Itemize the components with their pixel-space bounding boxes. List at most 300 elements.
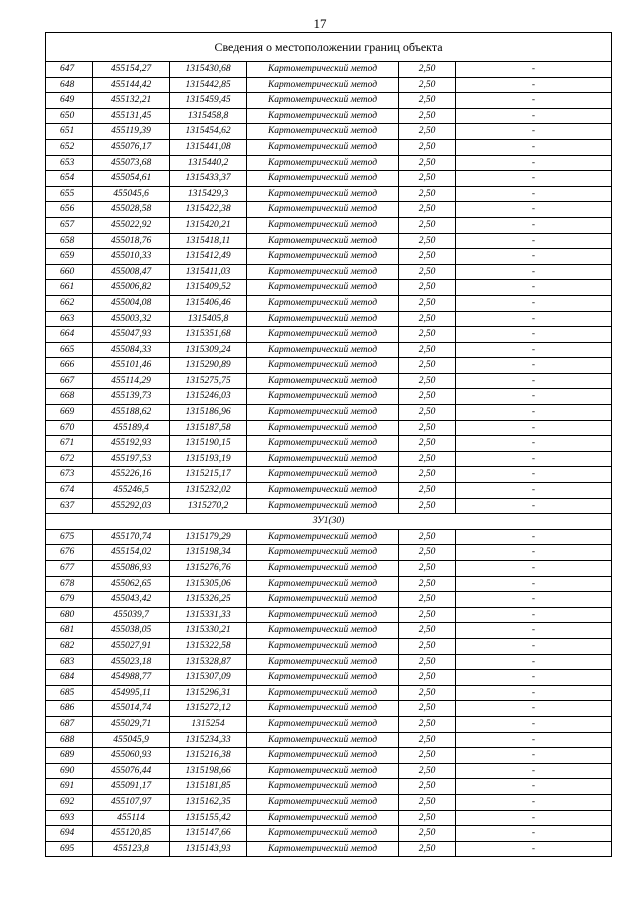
accuracy-cell: 2,50: [399, 701, 456, 717]
table-row: [46, 794, 612, 810]
table-row: [46, 701, 612, 717]
table-header-row: [46, 33, 612, 62]
x-coordinate-cell: 455028,58: [93, 202, 170, 218]
method-cell: Картометрический метод: [247, 264, 399, 280]
y-coordinate-cell: 1315454,62: [170, 124, 247, 140]
table-row: [46, 295, 612, 311]
description-cell: -: [456, 732, 612, 748]
point-number-cell: 676: [46, 545, 93, 561]
table-row: [46, 311, 612, 327]
y-coordinate-cell: 1315409,52: [170, 280, 247, 296]
table-header: Сведения о местоположении границ объекта: [46, 33, 612, 62]
table-row: [46, 561, 612, 577]
accuracy-cell: 2,50: [399, 545, 456, 561]
x-coordinate-cell: 455045,6: [93, 186, 170, 202]
method-cell: Картометрический метод: [247, 217, 399, 233]
method-cell: Картометрический метод: [247, 171, 399, 187]
y-coordinate-cell: 1315179,29: [170, 529, 247, 545]
accuracy-cell: 2,50: [399, 420, 456, 436]
point-number-cell: 658: [46, 233, 93, 249]
point-number-cell: 659: [46, 249, 93, 265]
description-cell: -: [456, 139, 612, 155]
method-cell: Картометрический метод: [247, 592, 399, 608]
table-row: [46, 670, 612, 686]
x-coordinate-cell: 455018,76: [93, 233, 170, 249]
table-row: [46, 217, 612, 233]
description-cell: -: [456, 280, 612, 296]
x-coordinate-cell: 454988,77: [93, 670, 170, 686]
x-coordinate-cell: 455027,91: [93, 638, 170, 654]
point-number-cell: 688: [46, 732, 93, 748]
method-cell: Картометрический метод: [247, 436, 399, 452]
accuracy-cell: 2,50: [399, 342, 456, 358]
y-coordinate-cell: 1315411,03: [170, 264, 247, 280]
description-cell: -: [456, 576, 612, 592]
description-cell: -: [456, 389, 612, 405]
method-cell: Картометрический метод: [247, 529, 399, 545]
y-coordinate-cell: 1315246,03: [170, 389, 247, 405]
y-coordinate-cell: 1315322,58: [170, 638, 247, 654]
x-coordinate-cell: 455101,46: [93, 358, 170, 374]
page-number: 17: [313, 16, 327, 31]
x-coordinate-cell: 455114: [93, 810, 170, 826]
table-row: [46, 264, 612, 280]
accuracy-cell: 2,50: [399, 77, 456, 93]
y-coordinate-cell: 1315143,93: [170, 841, 247, 857]
table-row: [46, 327, 612, 343]
y-coordinate-cell: 1315441,08: [170, 139, 247, 155]
x-coordinate-cell: 455086,93: [93, 561, 170, 577]
point-number-cell: 673: [46, 467, 93, 483]
x-coordinate-cell: 455054,61: [93, 171, 170, 187]
y-coordinate-cell: 1315418,11: [170, 233, 247, 249]
x-coordinate-cell: 455006,82: [93, 280, 170, 296]
method-cell: Картометрический метод: [247, 623, 399, 639]
point-number-cell: 654: [46, 171, 93, 187]
accuracy-cell: 2,50: [399, 483, 456, 499]
table-row: [46, 373, 612, 389]
accuracy-cell: 2,50: [399, 311, 456, 327]
accuracy-cell: 2,50: [399, 638, 456, 654]
x-coordinate-cell: 455029,71: [93, 716, 170, 732]
accuracy-cell: 2,50: [399, 62, 456, 78]
x-coordinate-cell: 455073,68: [93, 155, 170, 171]
description-cell: -: [456, 62, 612, 78]
description-cell: -: [456, 342, 612, 358]
y-coordinate-cell: 1315234,33: [170, 732, 247, 748]
method-cell: Картометрический метод: [247, 483, 399, 499]
x-coordinate-cell: 455076,17: [93, 139, 170, 155]
description-cell: -: [456, 202, 612, 218]
x-coordinate-cell: 455045,9: [93, 732, 170, 748]
accuracy-cell: 2,50: [399, 576, 456, 592]
method-cell: Картометрический метод: [247, 545, 399, 561]
table-row: [46, 358, 612, 374]
x-coordinate-cell: 455246,5: [93, 483, 170, 499]
x-coordinate-cell: 455060,93: [93, 748, 170, 764]
description-cell: -: [456, 794, 612, 810]
table-row: [46, 389, 612, 405]
x-coordinate-cell: 455008,47: [93, 264, 170, 280]
point-number-cell: 650: [46, 108, 93, 124]
x-coordinate-cell: 455154,27: [93, 62, 170, 78]
method-cell: Картометрический метод: [247, 77, 399, 93]
point-number-cell: 663: [46, 311, 93, 327]
point-number-cell: 681: [46, 623, 93, 639]
table-row: [46, 249, 612, 265]
table-row: [46, 779, 612, 795]
table-row: [46, 576, 612, 592]
point-number-cell: 674: [46, 483, 93, 499]
accuracy-cell: 2,50: [399, 264, 456, 280]
table-row: [46, 124, 612, 140]
method-cell: Картометрический метод: [247, 155, 399, 171]
x-coordinate-cell: 455154,02: [93, 545, 170, 561]
method-cell: Картометрический метод: [247, 607, 399, 623]
point-number-cell: 680: [46, 607, 93, 623]
point-number-cell: 656: [46, 202, 93, 218]
point-number-cell: 685: [46, 685, 93, 701]
table-row: [46, 685, 612, 701]
y-coordinate-cell: 1315412,49: [170, 249, 247, 265]
description-cell: -: [456, 93, 612, 109]
point-number-cell: 666: [46, 358, 93, 374]
y-coordinate-cell: 1315198,34: [170, 545, 247, 561]
accuracy-cell: 2,50: [399, 467, 456, 483]
description-cell: -: [456, 685, 612, 701]
description-cell: -: [456, 358, 612, 374]
y-coordinate-cell: 1315429,3: [170, 186, 247, 202]
accuracy-cell: 2,50: [399, 295, 456, 311]
x-coordinate-cell: 455010,33: [93, 249, 170, 265]
x-coordinate-cell: 455144,42: [93, 77, 170, 93]
description-cell: -: [456, 763, 612, 779]
description-cell: -: [456, 826, 612, 842]
table-row: [46, 202, 612, 218]
point-number-cell: 668: [46, 389, 93, 405]
table-row: [46, 654, 612, 670]
description-cell: -: [456, 77, 612, 93]
table-row: [46, 826, 612, 842]
description-cell: -: [456, 498, 612, 514]
point-number-cell: 684: [46, 670, 93, 686]
accuracy-cell: 2,50: [399, 498, 456, 514]
point-number-cell: 677: [46, 561, 93, 577]
description-cell: -: [456, 155, 612, 171]
y-coordinate-cell: 1315232,02: [170, 483, 247, 499]
point-number-cell: 686: [46, 701, 93, 717]
table-row: [46, 732, 612, 748]
method-cell: Картометрический метод: [247, 654, 399, 670]
accuracy-cell: 2,50: [399, 763, 456, 779]
method-cell: Картометрический метод: [247, 342, 399, 358]
x-coordinate-cell: 455091,17: [93, 779, 170, 795]
point-number-cell: 691: [46, 779, 93, 795]
point-number-cell: 637: [46, 498, 93, 514]
description-cell: -: [456, 295, 612, 311]
method-cell: Картометрический метод: [247, 108, 399, 124]
method-cell: Картометрический метод: [247, 373, 399, 389]
method-cell: Картометрический метод: [247, 405, 399, 421]
method-cell: Картометрический метод: [247, 233, 399, 249]
accuracy-cell: 2,50: [399, 670, 456, 686]
table-row: [46, 841, 612, 857]
method-cell: Картометрический метод: [247, 280, 399, 296]
x-coordinate-cell: 455119,39: [93, 124, 170, 140]
method-cell: Картометрический метод: [247, 389, 399, 405]
y-coordinate-cell: 1315430,68: [170, 62, 247, 78]
description-cell: -: [456, 327, 612, 343]
x-coordinate-cell: 455197,53: [93, 451, 170, 467]
table-row: [46, 607, 612, 623]
y-coordinate-cell: 1315186,96: [170, 405, 247, 421]
point-number-cell: 648: [46, 77, 93, 93]
table-row: [46, 171, 612, 187]
x-coordinate-cell: 455047,93: [93, 327, 170, 343]
point-number-cell: 690: [46, 763, 93, 779]
accuracy-cell: 2,50: [399, 810, 456, 826]
method-cell: Картометрический метод: [247, 779, 399, 795]
method-cell: Картометрический метод: [247, 202, 399, 218]
table-row: [46, 233, 612, 249]
point-number-cell: 660: [46, 264, 93, 280]
point-number-cell: 647: [46, 62, 93, 78]
accuracy-cell: 2,50: [399, 139, 456, 155]
accuracy-cell: 2,50: [399, 779, 456, 795]
y-coordinate-cell: 1315193,19: [170, 451, 247, 467]
accuracy-cell: 2,50: [399, 108, 456, 124]
method-cell: Картометрический метод: [247, 826, 399, 842]
method-cell: Картометрический метод: [247, 295, 399, 311]
method-cell: Картометрический метод: [247, 716, 399, 732]
method-cell: Картометрический метод: [247, 420, 399, 436]
y-coordinate-cell: 1315440,2: [170, 155, 247, 171]
description-cell: -: [456, 592, 612, 608]
point-number-cell: 675: [46, 529, 93, 545]
method-cell: Картометрический метод: [247, 763, 399, 779]
point-number-cell: 689: [46, 748, 93, 764]
accuracy-cell: 2,50: [399, 186, 456, 202]
method-cell: Картометрический метод: [247, 62, 399, 78]
y-coordinate-cell: 1315181,85: [170, 779, 247, 795]
y-coordinate-cell: 1315331,33: [170, 607, 247, 623]
y-coordinate-cell: 1315351,68: [170, 327, 247, 343]
point-number-cell: 667: [46, 373, 93, 389]
y-coordinate-cell: 1315254: [170, 716, 247, 732]
y-coordinate-cell: 1315405,8: [170, 311, 247, 327]
accuracy-cell: 2,50: [399, 561, 456, 577]
accuracy-cell: 2,50: [399, 405, 456, 421]
method-cell: Картометрический метод: [247, 249, 399, 265]
x-coordinate-cell: 455132,21: [93, 93, 170, 109]
point-number-cell: 665: [46, 342, 93, 358]
y-coordinate-cell: 1315433,37: [170, 171, 247, 187]
point-number-cell: 695: [46, 841, 93, 857]
accuracy-cell: 2,50: [399, 358, 456, 374]
description-cell: -: [456, 264, 612, 280]
point-number-cell: 661: [46, 280, 93, 296]
description-cell: -: [456, 108, 612, 124]
accuracy-cell: 2,50: [399, 280, 456, 296]
y-coordinate-cell: 1315198,66: [170, 763, 247, 779]
point-number-cell: 692: [46, 794, 93, 810]
method-cell: Картометрический метод: [247, 358, 399, 374]
accuracy-cell: 2,50: [399, 373, 456, 389]
x-coordinate-cell: 455170,74: [93, 529, 170, 545]
table-row: [46, 155, 612, 171]
y-coordinate-cell: 1315296,31: [170, 685, 247, 701]
description-cell: -: [456, 810, 612, 826]
table-row: [46, 93, 612, 109]
description-cell: -: [456, 124, 612, 140]
x-coordinate-cell: 455120,85: [93, 826, 170, 842]
y-coordinate-cell: 1315272,12: [170, 701, 247, 717]
point-number-cell: 672: [46, 451, 93, 467]
y-coordinate-cell: 1315216,38: [170, 748, 247, 764]
x-coordinate-cell: 455076,44: [93, 763, 170, 779]
x-coordinate-cell: 455039,7: [93, 607, 170, 623]
method-cell: Картометрический метод: [247, 451, 399, 467]
description-cell: -: [456, 607, 612, 623]
point-number-cell: 679: [46, 592, 93, 608]
accuracy-cell: 2,50: [399, 685, 456, 701]
accuracy-cell: 2,50: [399, 202, 456, 218]
point-number-cell: 652: [46, 139, 93, 155]
table-row: [46, 108, 612, 124]
method-cell: Картометрический метод: [247, 841, 399, 857]
x-coordinate-cell: 455123,8: [93, 841, 170, 857]
x-coordinate-cell: 455226,16: [93, 467, 170, 483]
x-coordinate-cell: 455131,45: [93, 108, 170, 124]
description-cell: -: [456, 638, 612, 654]
y-coordinate-cell: 1315215,17: [170, 467, 247, 483]
table-row: [46, 77, 612, 93]
y-coordinate-cell: 1315276,76: [170, 561, 247, 577]
x-coordinate-cell: 455014,74: [93, 701, 170, 717]
y-coordinate-cell: 1315328,87: [170, 654, 247, 670]
accuracy-cell: 2,50: [399, 124, 456, 140]
description-cell: -: [456, 171, 612, 187]
method-cell: Картометрический метод: [247, 139, 399, 155]
y-coordinate-cell: 1315305,06: [170, 576, 247, 592]
accuracy-cell: 2,50: [399, 529, 456, 545]
table-row: [46, 186, 612, 202]
accuracy-cell: 2,50: [399, 732, 456, 748]
accuracy-cell: 2,50: [399, 171, 456, 187]
boundary-coordinates-table: [45, 32, 612, 857]
y-coordinate-cell: 1315458,8: [170, 108, 247, 124]
method-cell: Картометрический метод: [247, 327, 399, 343]
method-cell: Картометрический метод: [247, 561, 399, 577]
accuracy-cell: 2,50: [399, 716, 456, 732]
accuracy-cell: 2,50: [399, 327, 456, 343]
point-number-cell: 649: [46, 93, 93, 109]
point-number-cell: 662: [46, 295, 93, 311]
method-cell: Картометрический метод: [247, 467, 399, 483]
method-cell: Картометрический метод: [247, 701, 399, 717]
table-row: [46, 716, 612, 732]
description-cell: -: [456, 373, 612, 389]
table-row: [46, 483, 612, 499]
accuracy-cell: 2,50: [399, 826, 456, 842]
method-cell: Картометрический метод: [247, 748, 399, 764]
description-cell: -: [456, 405, 612, 421]
section-label: ЗУ1(30): [46, 514, 612, 530]
x-coordinate-cell: 455139,73: [93, 389, 170, 405]
y-coordinate-cell: 1315162,35: [170, 794, 247, 810]
point-number-cell: 671: [46, 436, 93, 452]
y-coordinate-cell: 1315307,09: [170, 670, 247, 686]
description-cell: -: [456, 545, 612, 561]
method-cell: Картометрический метод: [247, 732, 399, 748]
y-coordinate-cell: 1315187,58: [170, 420, 247, 436]
accuracy-cell: 2,50: [399, 217, 456, 233]
method-cell: Картометрический метод: [247, 93, 399, 109]
point-number-cell: 682: [46, 638, 93, 654]
accuracy-cell: 2,50: [399, 233, 456, 249]
table-row: [46, 405, 612, 421]
method-cell: Картометрический метод: [247, 670, 399, 686]
description-cell: -: [456, 186, 612, 202]
x-coordinate-cell: 455292,03: [93, 498, 170, 514]
description-cell: -: [456, 623, 612, 639]
description-cell: -: [456, 748, 612, 764]
x-coordinate-cell: 455043,42: [93, 592, 170, 608]
table-row: [46, 451, 612, 467]
x-coordinate-cell: 455004,08: [93, 295, 170, 311]
description-cell: -: [456, 233, 612, 249]
x-coordinate-cell: 454995,11: [93, 685, 170, 701]
accuracy-cell: 2,50: [399, 794, 456, 810]
accuracy-cell: 2,50: [399, 592, 456, 608]
point-number-cell: 655: [46, 186, 93, 202]
description-cell: -: [456, 451, 612, 467]
table-row: [46, 592, 612, 608]
accuracy-cell: 2,50: [399, 389, 456, 405]
accuracy-cell: 2,50: [399, 249, 456, 265]
table-row: [46, 638, 612, 654]
method-cell: Картометрический метод: [247, 124, 399, 140]
y-coordinate-cell: 1315155,42: [170, 810, 247, 826]
table-row: [46, 139, 612, 155]
table-row: [46, 342, 612, 358]
accuracy-cell: 2,50: [399, 623, 456, 639]
accuracy-cell: 2,50: [399, 841, 456, 857]
y-coordinate-cell: 1315275,75: [170, 373, 247, 389]
point-number-cell: 651: [46, 124, 93, 140]
table-row: [46, 498, 612, 514]
table-row: [46, 810, 612, 826]
table-row: [46, 436, 612, 452]
table-row: [46, 62, 612, 78]
table-row: [46, 545, 612, 561]
accuracy-cell: 2,50: [399, 93, 456, 109]
y-coordinate-cell: 1315270,2: [170, 498, 247, 514]
y-coordinate-cell: 1315290,89: [170, 358, 247, 374]
y-coordinate-cell: 1315326,25: [170, 592, 247, 608]
description-cell: -: [456, 716, 612, 732]
y-coordinate-cell: 1315420,21: [170, 217, 247, 233]
point-number-cell: 653: [46, 155, 93, 171]
point-number-cell: 683: [46, 654, 93, 670]
point-number-cell: 687: [46, 716, 93, 732]
section-row: [46, 514, 612, 530]
y-coordinate-cell: 1315190,15: [170, 436, 247, 452]
point-number-cell: 678: [46, 576, 93, 592]
point-number-cell: 693: [46, 810, 93, 826]
method-cell: Картометрический метод: [247, 685, 399, 701]
x-coordinate-cell: 455084,33: [93, 342, 170, 358]
